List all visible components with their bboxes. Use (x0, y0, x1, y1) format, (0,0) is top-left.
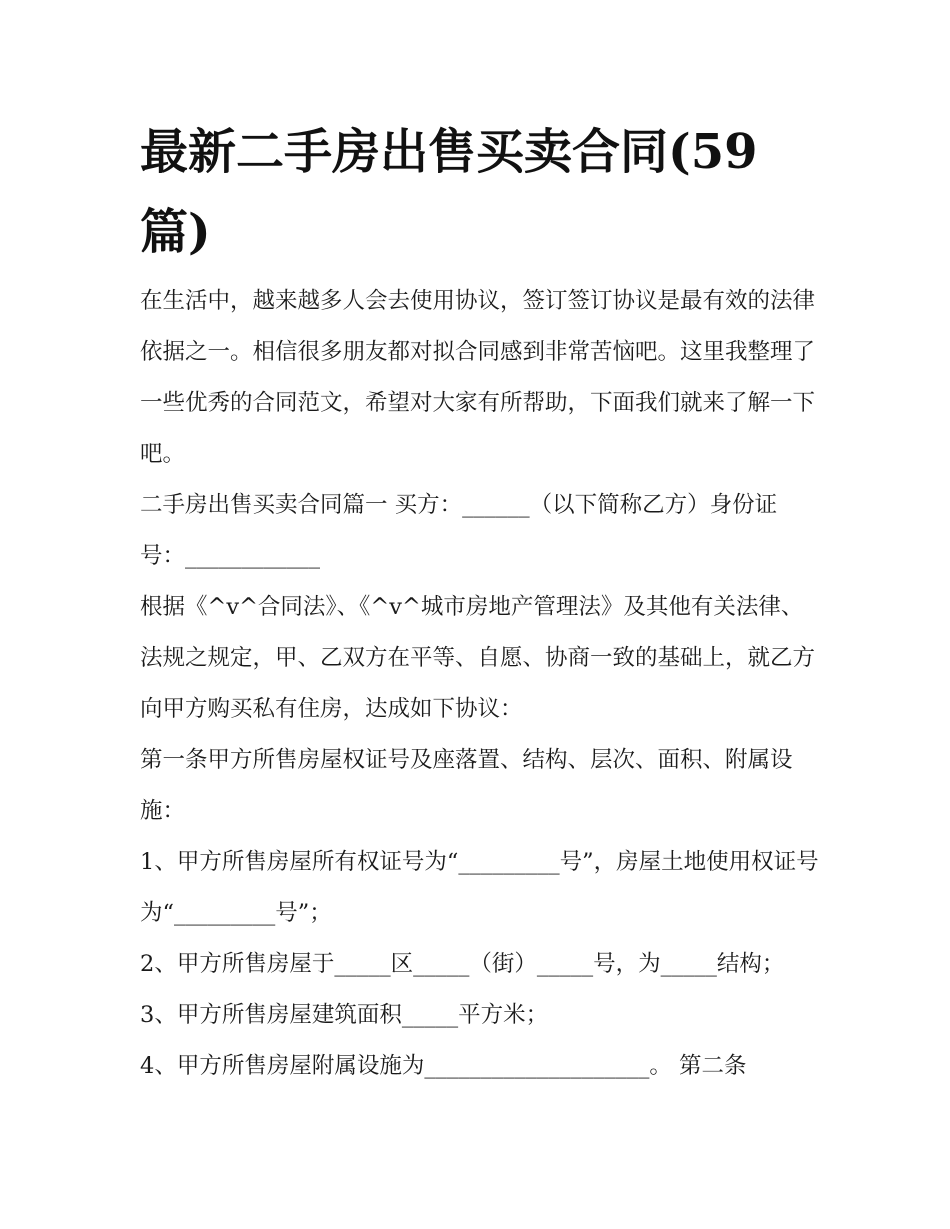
document-title: 最新二手房出售买卖合同(59篇) (140, 124, 758, 260)
article-one-paragraph: 第一条甲方所售房屋权证号及座落置、结构、层次、面积、附属设施： (140, 747, 793, 824)
legal-basis-paragraph: 根据《^v^合同法》、《^v^城市房地产管理法》及其他有关法律、法规之规定，甲、乙双方在平等、自愿、协商一致的基础上，就乙方向甲方购买私有住房，达成如下协议： (140, 594, 816, 722)
clause-1-paragraph: 1、甲方所售房屋所有权证号为“_________号”，房屋土地使用权证号为“_________号”； (140, 849, 819, 926)
clause-4-paragraph: 4、甲方所售房屋附属设施为____________________。 第二条 (140, 1053, 747, 1079)
intro-paragraph: 在生活中，越来越多人会去使用协议，签订签订协议是最有效的法律依据之一。相信很多朋友都对拟合同感到非常苦恼吧。这里我整理了一些优秀的合同范文，希望对大家有所帮助，下面我们就来了解一下吧。 (140, 288, 816, 467)
clause-2-3-paragraph: 2、甲方所售房屋于_____区_____（街）_____号，为_____结构； 3、甲方所售房屋建筑面积_____平方米； (140, 951, 785, 1028)
contract-heading-paragraph: 二手房出售买卖合同篇一 买方：______（以下简称乙方）身份证号：____________ (140, 492, 778, 569)
document-body (140, 276, 820, 1092)
